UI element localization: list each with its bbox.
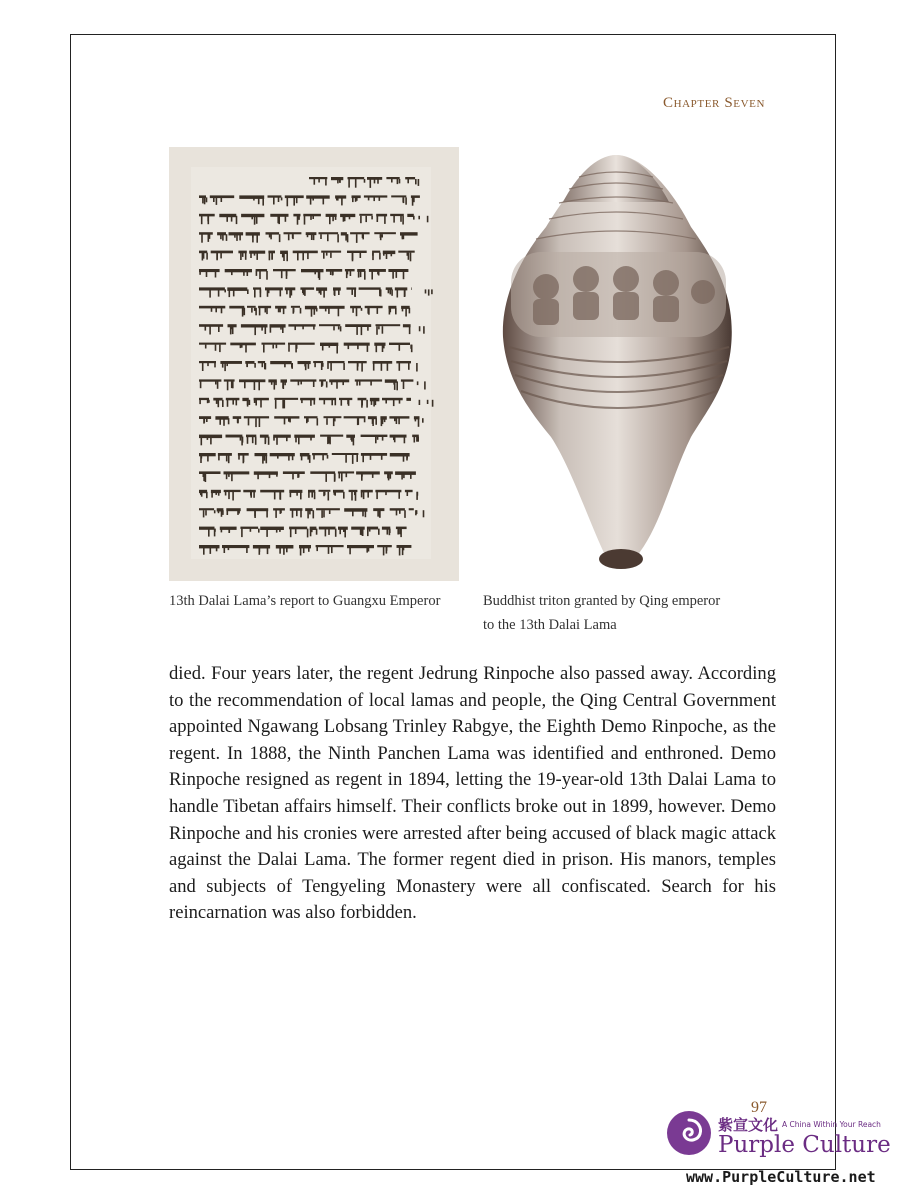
watermark (666, 1108, 896, 1198)
shell-caption-line: to the 13th Dalai Lama (483, 617, 617, 633)
watermark-chinese: 紫宣文化 (718, 1116, 779, 1134)
chapter-header: Chapter Seven (662, 95, 765, 111)
body-paragraph: died. Four years later, the regent Jedrung Rinpoche also passed away. According to the recommendation of local lamas and people, the Qing Central Government appointed Ngawang Lobsang Trinley Rabgye, the Eighth Demo Rinpoche, as the regent. In 1888, the Ninth Panchen Lama was identified and enthroned. Demo Rinpoche resigned as regent in 1894, letting the 19-year-old 13th Dalai Lama to handle Tibetan affairs himself. Their conflicts broke out in 1899, however. Demo Rinpoche and his cronies were arrested after being accused of black magic attack against the Dalai Lama. The former regent died in prison. His manors, temples and subjects of Tengyeling Monastery were all confiscated. Search for his reincarnation was also forbidden. (169, 663, 776, 924)
shell-caption (483, 589, 783, 637)
shell-caption-line: Buddhist triton granted by Qing emperor (483, 593, 721, 609)
watermark-tagline: A China Within Your Reach (782, 1120, 881, 1129)
swirl-logo-icon (666, 1110, 712, 1156)
manuscript-image (169, 147, 459, 581)
book-page (70, 34, 836, 1170)
page-number: 97 (751, 1099, 767, 1116)
manuscript-caption: 13th Dalai Lama’s report to Guangxu Emperor (169, 593, 441, 609)
watermark-brand: Purple Culture (718, 1132, 891, 1158)
conch-shell-image (491, 147, 741, 577)
watermark-url: www.PurpleCulture.net (686, 1168, 876, 1186)
